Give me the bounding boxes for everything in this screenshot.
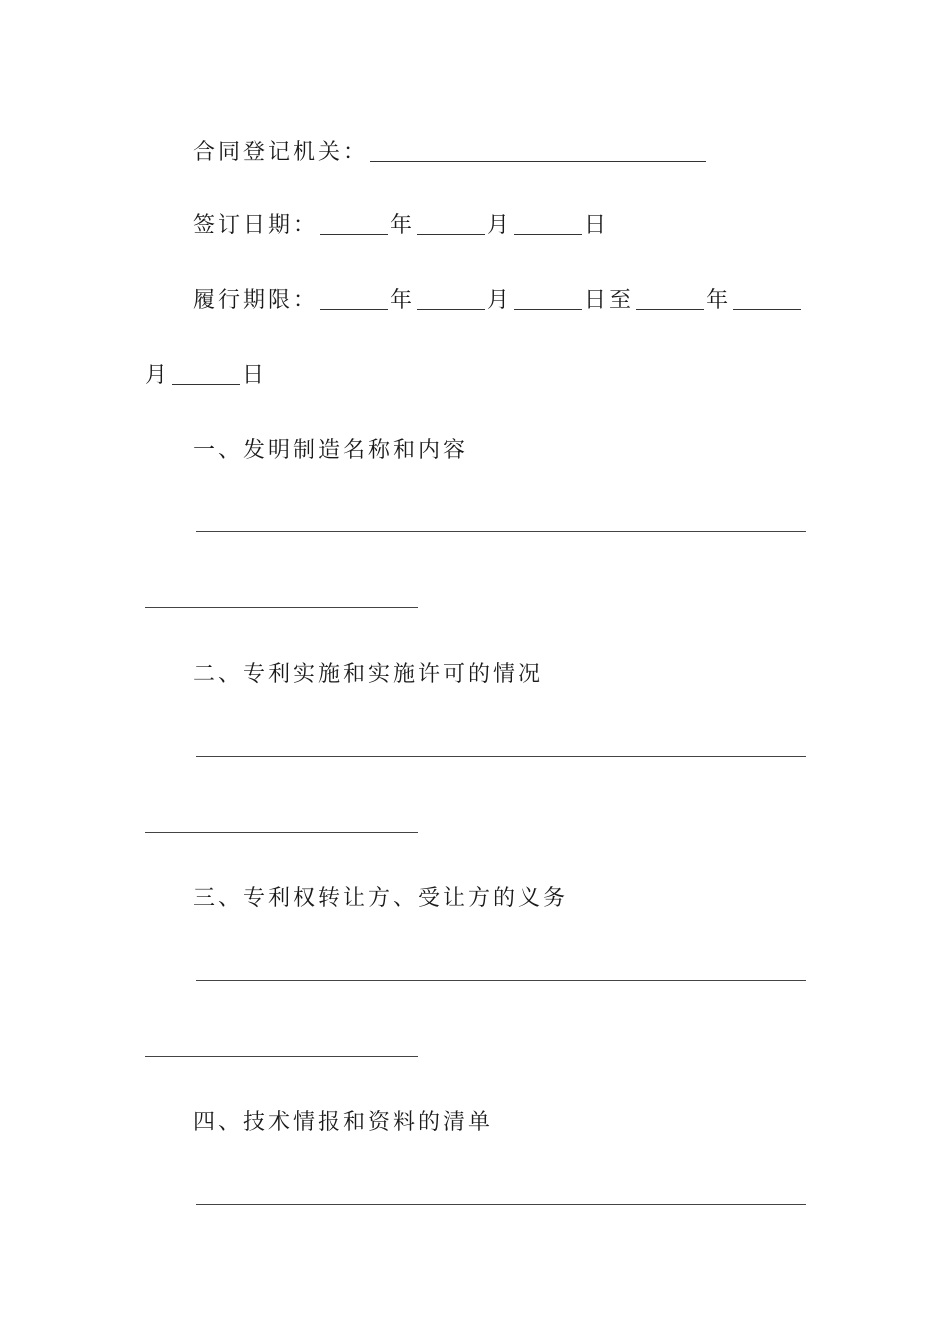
term-start-year-blank[interactable]	[320, 287, 388, 310]
section-heading-3: 三、专利权转让方、受让方的义务	[193, 886, 569, 911]
sign-month-blank[interactable]	[417, 212, 485, 235]
section-heading-4: 四、技术情报和资料的清单	[193, 1110, 494, 1135]
term-start-month-blank[interactable]	[417, 287, 485, 310]
section-3-fill-line-2[interactable]	[145, 1056, 418, 1057]
term-line-cont	[145, 361, 267, 391]
section-4-fill-line-1[interactable]	[196, 1204, 806, 1205]
sign-year-blank[interactable]	[320, 212, 388, 235]
term-label: 履行期限：	[193, 288, 319, 313]
sign-year-unit: 年	[390, 213, 416, 238]
term-end-month-blank-a[interactable]	[733, 287, 801, 310]
term-end-day-unit: 日	[242, 363, 268, 388]
sign-date-label: 签订日期：	[193, 213, 319, 238]
term-line	[193, 286, 803, 316]
term-end-day-blank[interactable]	[172, 362, 240, 385]
registration-line	[193, 138, 708, 168]
section-3-fill-line-1[interactable]	[196, 980, 806, 981]
section-1-fill-line-2[interactable]	[145, 607, 418, 608]
section-heading-2: 二、专利实施和实施许可的情况	[193, 662, 544, 687]
term-start-day-unit: 日至	[584, 288, 635, 313]
sign-day-unit: 日	[584, 213, 610, 238]
term-start-month-unit: 月	[487, 288, 513, 313]
section-heading-1: 一、发明制造名称和内容	[193, 438, 469, 463]
section-2-fill-line-1[interactable]	[196, 756, 806, 757]
term-end-month-unit: 月	[145, 363, 171, 388]
registration-blank[interactable]	[370, 139, 706, 162]
sign-month-unit: 月	[487, 213, 513, 238]
term-start-year-unit: 年	[390, 288, 416, 313]
section-2-fill-line-2[interactable]	[145, 832, 418, 833]
section-1-fill-line-1[interactable]	[196, 531, 806, 532]
term-end-year-blank[interactable]	[636, 287, 704, 310]
term-start-day-blank[interactable]	[514, 287, 582, 310]
term-end-year-unit: 年	[706, 288, 732, 313]
sign-day-blank[interactable]	[514, 212, 582, 235]
sign-date-line	[193, 211, 609, 241]
registration-label: 合同登记机关：	[193, 140, 369, 165]
